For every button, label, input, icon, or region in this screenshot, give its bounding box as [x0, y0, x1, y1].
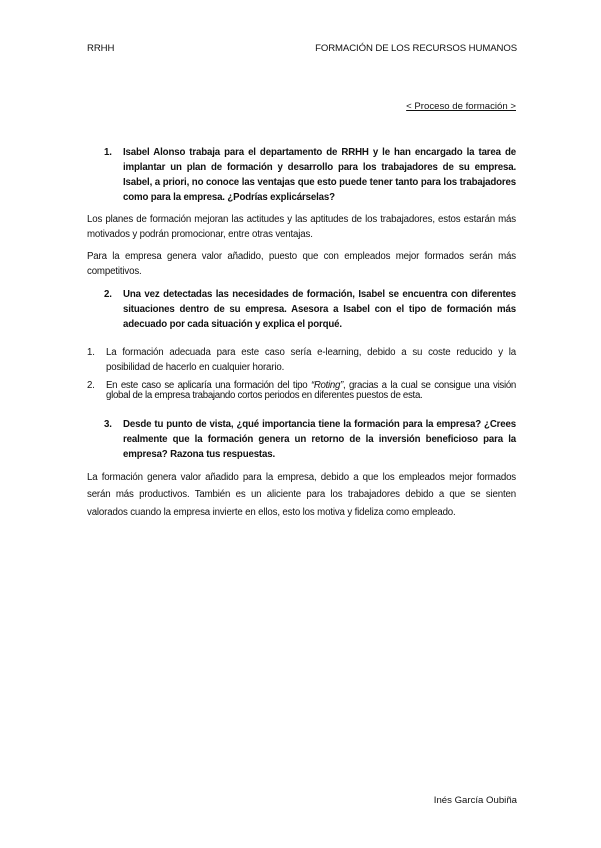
- list-item: [87, 345, 516, 375]
- list-item-text-after: , gracias a la cual se consigue una visión global de la empresa trabajando cortos periodos en diferentes puestos de esta.: [106, 380, 516, 401]
- footer-author: Inés García Oubiña: [433, 795, 517, 806]
- question-1-number: 1.: [104, 147, 112, 158]
- answer-2-list-second: [87, 381, 516, 401]
- question-1-text: Isabel Alonso trabaja para el departamento de RRHH y le han encargado la tarea de implantar un plan de formación y desarrollo para los trabajadores de su empresa. Isabel, a priori, no conoce las ventajas que esto puede tener tanto para los trabajadores como para la empresa. ¿Podrías explicárselas?: [123, 147, 516, 203]
- answer-3-paragraph-1: La formación genera valor añadido para la empresa, debido a que los empleados mejor formados serán más productivos. También es un aliciente para los trabajadores debido a que se sienten valorados cuando la empresa invierte en ellos, esto los motiva y fideliza como empleado.: [87, 472, 516, 518]
- answer-1-paragraph-2: Para la empresa genera valor añadido, puesto que con empleados mejor formados serán más competitivos.: [87, 251, 516, 277]
- list-item-text: La formación adecuada para este caso sería e-learning, debido a su coste reducido y la posibilidad de hacerlo en cualquier horario.: [106, 347, 516, 373]
- list-item: [87, 381, 516, 401]
- list-item-number: 2.: [87, 380, 95, 391]
- list-item-emphasis: “Roting”: [310, 380, 343, 391]
- question-3: [104, 417, 516, 462]
- answer-2-list: [87, 345, 516, 375]
- list-item-text-before: En este caso se aplicaría una formación del tipo: [106, 380, 311, 391]
- answer-1-paragraph-1: Los planes de formación mejoran las actitudes y las aptitudes de los trabajadores, estos estarán más motivados y podrán promocionar, entre otras ventajas.: [87, 214, 516, 240]
- section-subtitle: < Proceso de formación >: [406, 101, 516, 112]
- header-right: FORMACIÓN DE LOS RECURSOS HUMANOS: [315, 43, 517, 54]
- list-item-number: 1.: [87, 347, 95, 358]
- question-2-text: Una vez detectadas las necesidades de formación, Isabel se encuentra con diferentes situaciones dentro de su empresa. Asesora a Isabel con el tipo de formación más adecuado por cada situación y explica el porqué.: [123, 289, 516, 330]
- header-left: RRHH: [87, 43, 115, 54]
- question-1: [104, 145, 516, 205]
- question-3-number: 3.: [104, 419, 112, 430]
- question-2-number: 2.: [104, 289, 112, 300]
- question-3-text: Desde tu punto de vista, ¿qué importancia tiene la formación para la empresa? ¿Crees realmente que la formación genera un retorno de la inversión beneficioso para la empresa? Razona tus respuestas.: [123, 419, 516, 460]
- question-2: [104, 287, 516, 332]
